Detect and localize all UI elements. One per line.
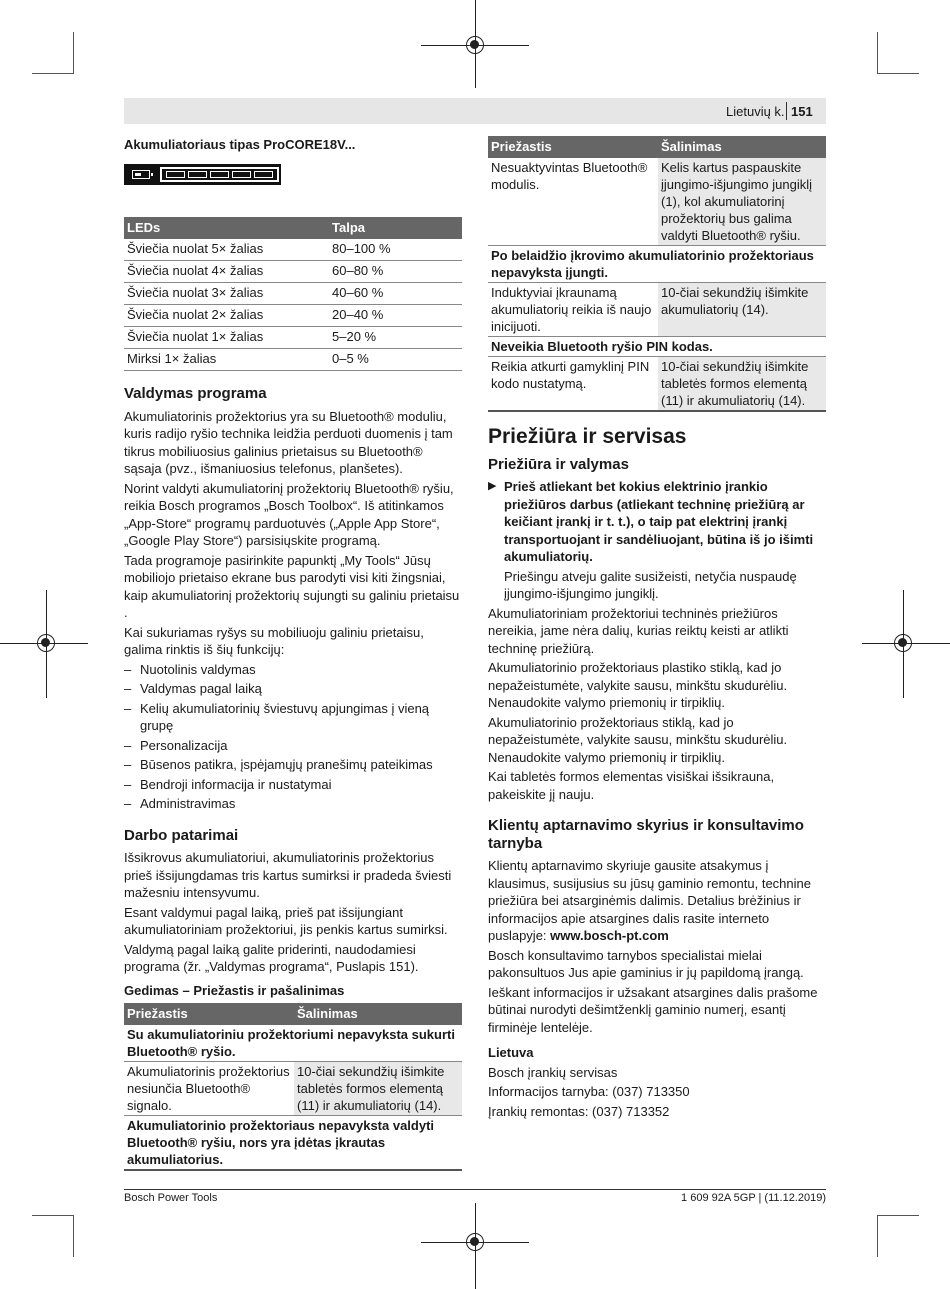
paragraph: Bosch konsultavimo tarnybos specialistai mielai pakonsultuos Jus apie gaminius ir jų papildomą įrangą. [488,947,804,980]
table-row [124,283,462,305]
warning-note: Priešingu atveju galite susižeisti, netyčia nuspaudę įjungimo-išjungimo jungiklį. [504,568,797,601]
paragraph [488,857,826,945]
address-line: Bosch įrankių servisas [488,1064,618,1080]
list-item: – Administravimas [124,795,462,813]
list-item: – Kelių akumuliatorinių šviestuvų apjungimas į vieną grupę [124,700,462,735]
warning-text: Prieš atliekant bet kokius elektrinio įrankio priežiūros darbus (atliekant techninę priežiūrą ar keičiant įrankį ir t. t.), o taip pat elektrinį įrankį transportuojant ir sandėliuojant, būtina iš jo išimti akumuliatorių. [504,479,814,564]
country-heading: Lietuva [488,1045,534,1060]
list-item: – Personalizacija [124,737,462,755]
registration-target-icon [37,634,55,652]
table-row [124,349,462,371]
paragraph: Esant valdymui pagal laiką, prieš pat išsijungiant akumuliatoriniam prožektoriui, jis penkis kartus sumirksi. [124,904,448,937]
remedy-cell: 10-čiai sekundžių išimkite akumuliatorių (14). [658,283,826,337]
page-number: 151 [791,104,813,119]
fault-table-continued [488,136,826,410]
cause-cell: Reikia atkurti gamyklinį PIN kodo nustatymą. [491,359,650,391]
capacity-value: 40–60 % [329,283,462,305]
registration-target-icon [894,634,912,652]
paragraph: Valdymą pagal laiką galite priderinti, naudodamiesi programa (žr. „Valdymas programa“, Puslapis 151). [124,941,419,974]
fault-heading: Po belaidžio įkrovimo akumuliatorinio prožektoriaus nepavyksta įjungti. [488,246,826,283]
list-item: – Būsenos patikra, įspėjamųjų pranešimų pateikimas [124,756,462,774]
table-row [488,283,826,337]
remedy-col-header: Šalinimas [294,1003,462,1025]
footer-rule [124,1189,826,1190]
table-row [124,327,462,349]
capacity-value: 80–100 % [329,239,462,261]
fault-heading: Akumuliatorinio prožektoriaus nepavyksta valdyti Bluetooth® ryšiu, nors yra įdėtas įkrautas akumuliatorius. [127,1118,435,1167]
left-column [124,136,462,1171]
battery-led-bars [160,167,279,182]
crop-mark [877,1215,919,1216]
cause-col-header: Priežastis [488,136,658,158]
section-heading-valdymas: Valdymas programa [124,385,267,402]
paragraph: Akumuliatorinio prožektoriaus stiklą, kad jo nepažeistumėte, valykite sausu, minkštu skudurėliu. Nenaudokite valymo priemonių ir tirpiklių. [488,714,788,765]
paragraph: Kai sukuriamas ryšys su mobiliuoju galiniu prietaisu, galima rinktis iš šių funkcijų: [124,624,424,657]
paragraph: Akumuliatorinio prožektoriaus plastiko stiklą, kad jo nepažeistumėte, valykite sausu, minkštu skudurėliu. Nenaudokite valymo priemonių ir tirpiklių. [488,660,788,710]
table-row [488,246,826,283]
list-item: – Valdymas pagal laiką [124,680,462,698]
paragraph: Akumuliatorinis prožektorius yra su Bluetooth® moduliu, kuris radijo ryšio technika leidžia perduoti duomenis į tam tikrus mobiliuosius galinius prietaisus su Bluetooth® sąsaja (pvz., išmaniuosius telefonus, planšetes). [124,408,453,476]
list-item: – Nuotolinis valdymas [124,661,462,679]
functions-list [124,661,462,813]
paragraph: Išsikrovus akumuliatoriui, akumuliatorinis prožektorius prieš išsijungdamas tris kartus sumirksi ir pradeda šviesti mažesniu intensyvumu. [124,850,452,900]
led-state: Šviečia nuolat 1× žalias [124,327,329,349]
battery-type-title: Akumuliatoriaus tipas ProCORE18V... [124,137,356,152]
crop-mark [32,1215,74,1216]
fault-table-title: Gedimas – Priežastis ir pašalinimas [124,982,345,998]
footer-doc-id: 1 609 92A 5GP | (11.12.2019) [681,1192,826,1204]
table-row [124,1116,462,1170]
paragraph: Ieškant informacijos ir užsakant atsargines dalis prašome būtinai nurodyti dešimtženklį gaminio numerį, esantį firminėje lentelėje. [488,984,818,1035]
paragraph: Norint valdyti akumuliatorinį prožektorių Bluetooth® ryšiu, reikia Bosch programos „Bosch Toolbox“. Iš atitinkamos „App-Store“ programų parduotuvės („Apple App Store“, „Google Play Store“) parsisiųskite programą. [124,480,454,548]
remedy-col-header: Šalinimas [658,136,826,158]
crop-mark [73,1215,74,1257]
remedy-cell: Kelis kartus paspauskite įjungimo-išjungimo jungiklį (1), kol akumuliatorinį prožektorių bus galima valdyti Bluetooth® ryšiu. [658,158,826,246]
paragraph-text: Klientų aptarnavimo skyriuje gausite atsakymus į klausimus, susijusius su jūsų gaminio remontu, technine priežiūra bei atsarginėmis dalimis. Detalius brėžinius ir informacijos apie atsargines dalis rasite interneto puslapyje: [488,858,811,943]
led-state: Mirksi 1× žalias [124,349,329,371]
crop-mark [32,73,74,74]
fault-table [124,1003,462,1169]
header-bar [124,98,826,124]
warning-item [488,478,826,603]
cause-cell: Akumuliatorinis prožektorius nesiunčia Bluetooth® signalo. [124,1062,294,1116]
footer-brand: Bosch Power Tools [124,1192,218,1204]
leds-table [124,217,462,371]
capacity-value: 60–80 % [329,261,462,283]
arrow-right-icon: ▶ [488,480,497,492]
paragraph: Kai tabletės formos elementas visiškai išsikrauna, pakeiskite jį nauju. [488,769,775,802]
cause-cell: Induktyviai įkraunamą akumuliatorių reikia iš naujo inicijuoti. [488,283,658,337]
led-state: Šviečia nuolat 4× žalias [124,261,329,283]
address-line: Įrankių remontas: (037) 713352 [488,1103,670,1119]
website-link[interactable]: www.bosch-pt.com [550,928,669,943]
paragraph: Akumuliatoriniam prožektoriui techninės priežiūros nereikia, jame nėra dalių, kurias reiktų keisti ar atlikti techninę priežiūrą. [488,605,789,656]
registration-target-icon [466,1233,484,1251]
capacity-col-header: Talpa [329,217,462,239]
section-heading-service: Priežiūra ir servisas [488,425,687,448]
remedy-cell: 10-čiai sekundžių išimkite tabletės formos elementą (11) ir akumuliatorių (14). [294,1062,462,1116]
section-heading-darbo: Darbo patarimai [124,826,239,844]
remedy-cell: 10-čiai sekundžių išimkite tabletės formos elementą (11) ir akumuliatorių (14). [658,357,826,411]
header-language: Lietuvių k. [726,104,785,119]
table-row [124,1062,462,1116]
battery-icon [126,166,160,183]
paragraph: Tada programoje pasirinkite papunktį „My Tools“ Jūsų mobiliojo prietaiso ekrane bus parodyti visi kiti žingsniai, kaip akumuliatorinį prožektorių sujungti su galiniu prietaisu . [124,552,460,620]
capacity-value: 20–40 % [329,305,462,327]
cause-cell: Nesuaktyvintas Bluetooth® modulis. [488,158,658,246]
table-row [124,1025,462,1062]
crop-mark [877,1215,878,1257]
table-row [124,305,462,327]
table-row [488,337,826,357]
capacity-value: 0–5 % [329,349,462,371]
table-row [124,261,462,283]
battery-indicator-icon [124,164,281,185]
crop-mark [877,32,878,74]
crop-mark [877,73,919,74]
capacity-value: 5–20 % [329,327,462,349]
fault-heading: Su akumuliatoriniu prožektoriumi nepavyksta sukurti Bluetooth® ryšio. [124,1025,462,1062]
crop-mark [73,32,74,74]
list-item: – Bendroji informacija ir nustatymai [124,776,462,794]
cause-col-header: Priežastis [124,1003,294,1025]
right-column [488,136,826,1122]
table-row [488,357,826,411]
registration-target-icon [466,36,484,54]
fault-heading: Neveikia Bluetooth ryšio PIN kodas. [488,337,826,357]
subheading-customer-service: Klientų aptarnavimo skyrius ir konsultavimo tarnyba [488,817,804,852]
led-state: Šviečia nuolat 5× žalias [124,239,329,261]
header-separator [786,102,787,120]
table-row [124,239,462,261]
led-state: Šviečia nuolat 3× žalias [124,283,329,305]
led-state: Šviečia nuolat 2× žalias [124,305,329,327]
table-row [488,158,826,246]
leds-col-header: LEDs [124,217,329,239]
address-line: Informacijos tarnyba: (037) 713350 [488,1084,690,1099]
subheading-maintenance: Priežiūra ir valymas [488,455,629,473]
